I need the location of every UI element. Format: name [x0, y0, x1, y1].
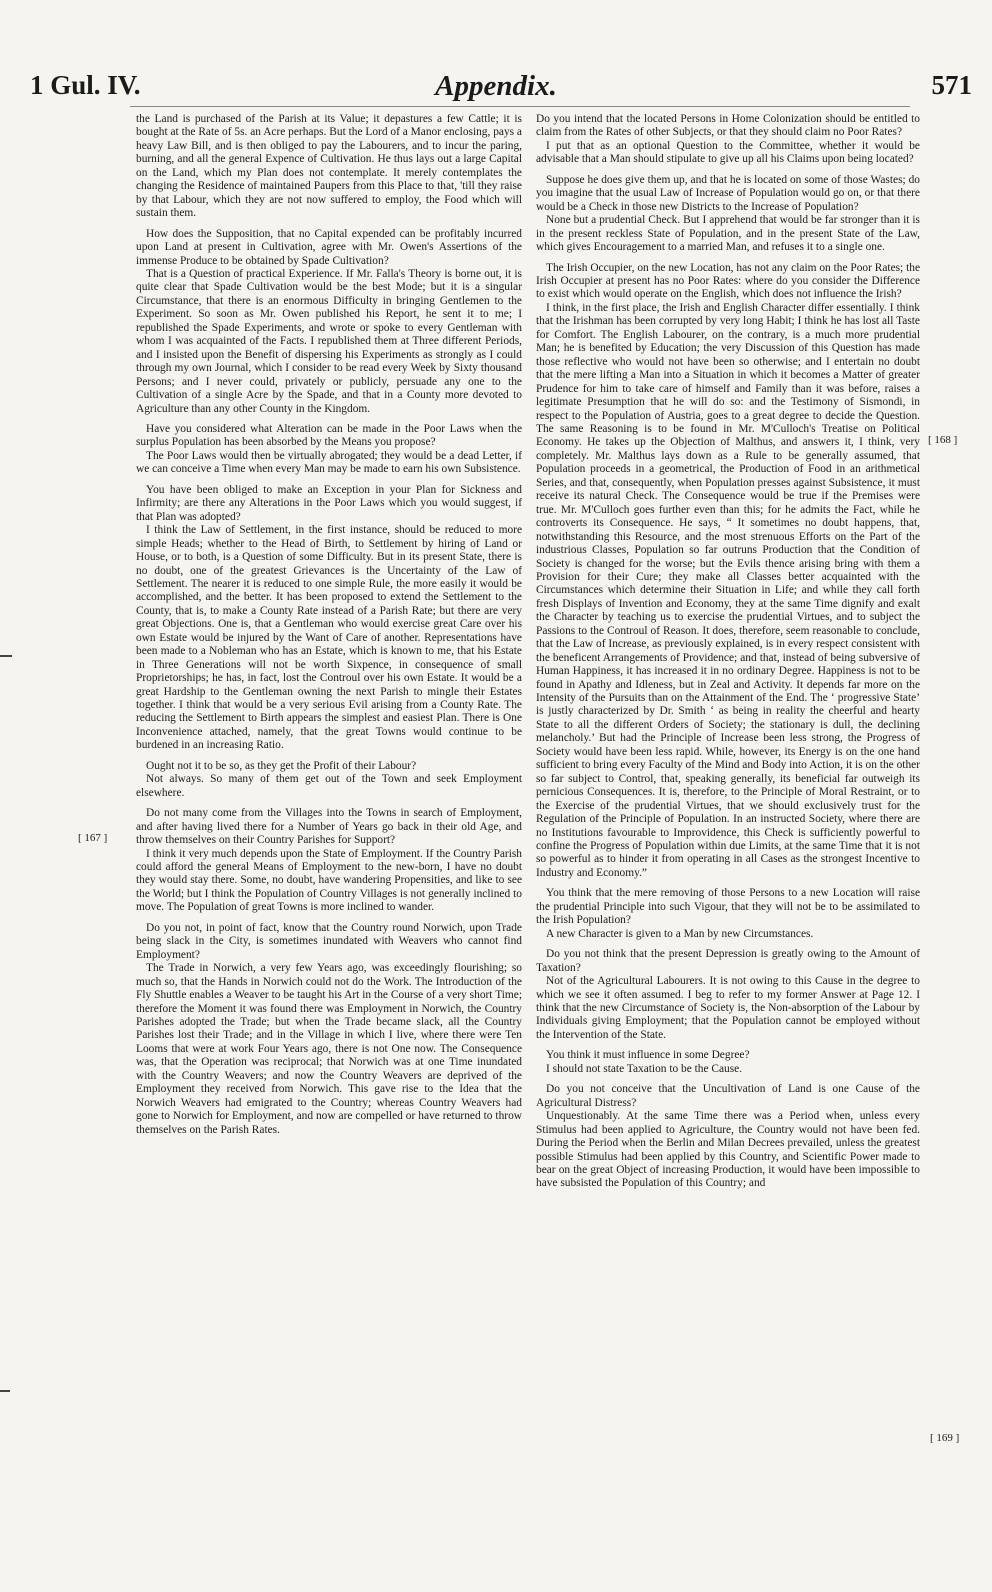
answer: I think the Law of Settlement, in the first instance, should be reduced to more simple Heads; whether to the Head of Birth, to Settlement by hiring of Land or House, or to both, is a Question of some Difficulty. But in its present State, there is no doubt, one of the greatest Grievances is the Uncertainty of the Law of Settlement. The nearer it is reduced to one simple Rule, the more easily it would be accomplished, and the better. It has been proposed to extend the Settlement to the County, that is, to make a County Rate instead of a Parish Rate; but there are very great Objections. One is, that a Gentleman who would exercise great Care over his own Estate would be injured by the Want of Care of another. Representations have been made to a Nobleman who has an Estate, which is known to me, that his Estate in Three Generations will not be worth Sixpence, in consequence of small Proprietorships; he has, in fact, lost the Controul over his own Estate. It would be a great Hardship to the Gentleman owning the next Parish to mingle their Estates together. I think that would be a very serious Evil arising from a County Rate. The reducing the Settlement to Birth appears the simplest and easiest Plan. There is One Inconvenience attached, namely, that the great Towns would continue to be burdened in an increasing Ratio. [136, 524, 522, 752]
margin-ref-168: [ 168 ] [928, 434, 958, 446]
answer: I think, in the first place, the Irish and English Character differ essentially. I think that the Irishman has been corrupted by very long Habit; I think he has lost all Taste for Comfort. The English Labourer, on the contrary, is a much more prudential Man; he is benefited by Education; the very Discussion of this Question has made those reflective who would not have been so otherwise; and I entertain no doubt that the mere lifting a Man into a Situation in which it becomes a Matter of greater Prudence for him to take care of himself and Family than it was before, raises a legitimate Presumption that he will do so: and the Testimony of Sismondi, in respect to the Population of Austria, goes to a great degree to decide the Question. The same Reasoning is to be found in Mr. M'Culloch's Treatise on Political Economy. He takes up the Objection of Malthus, and answers it, I think, very completely. Mr. Malthus lays down as a Rule to be generally assumed, that Population proceeds in a geometrical, the Production of Food in an arithmetical Series, and that, consequently, when Population presses against Subsistence, it must receive its natural Check. The Consequence would be true if the Premises were true. Mr. M'Culloch goes further even than this; for he admits the Fact, while he controverts its Consequence. He says, “ It sometimes no doubt happens, that, notwithstanding this Resource, and the most strenuous Efforts on the Part of the industrious Classes, Population so far outruns Production that the Condition of Society is changed for the worse; but the Evils thence arising bring with them a Provision for their Cure; they make all Classes better acquainted with the Circumstances which determine their Situation in Life; and while they call forth fresh Displays of Invention and Economy, they at the same Time dignify and exalt the Character by teaching us to exercise the prudential Virtues, and to subject the Passions to the Controul of Reason. It does, therefore, seem reasonable to conclude, that the Law of Increase, as previously explained, is in every respect consistent with the beneficent Arrangements of Providence; and that, instead of being subversive of Human Happiness, it has increased it in no ordinary Degree. Happiness is not to be found in Apathy and Idleness, but in Zeal and Activity. It depends far more on the Intensity of the Pursuits than on the Attainment of the End. The ‘ progressive State’ is justly characterized by Dr. Smith ‘ as being in reality the cheerful and hearty State to all the different Orders of Society; the stationary is dull, the declining melancholy.’ But had the Principle of Increase been less strong, the Progress of Society would have been less rapid. While, however, its Energy is on the one hand sufficient to bring every Faculty of the Mind and Body into Action, it is on the other so far subject to Control, that, speaking generally, its beneficial far outweigh its pernicious Consequences. It is, therefore, to the Principle of Moral Restraint, or to the Exercise of the prudential Virtues, that we should exclusively trust for the Regulation of the Principle of Population. In an instructed Society, where there are no Institutions favourable to Improvidence, this Check is sufficiently powerful to confine the Progress of Population within due Limits, at the same Time that it is not so powerful as to hinder it from operating in all Cases as the strongest Incentive to Industry and Economy.” [536, 301, 920, 879]
page-header [0, 70, 992, 110]
right-column [536, 113, 920, 1191]
question: How does the Supposition, that no Capital expended can be profitably incurred upon Land at present in Cultivation, agree with Mr. Owen's Assertions of the immense Produce to be obtained by Spade Cultivation? [136, 227, 522, 267]
question: Suppose he does give them up, and that he is located on some of those Wastes; do you imagine that the usual Law of Increase of Population would go on, or that there would be a Check in those new Districts to the Increase of Population? [536, 173, 920, 213]
header-page-number: 571 [931, 70, 972, 100]
question: The Irish Occupier, on the new Location, has not any claim on the Poor Rates; the Irish Occupier at present has no Poor Rates: where do you consider the Difference to exist which would operate on the English, which does not influence the Irish? [536, 261, 920, 301]
question: You have been obliged to make an Exception in your Plan for Sickness and Infirmity; are there any Alterations in the Poor Laws which you would suggest, if that Plan was adopted? [136, 483, 522, 523]
answer: A new Character is given to a Man by new Circumstances. [546, 927, 814, 940]
answer: I put that as an optional Question to the Committee, whether it would be advisable that a Man should stipulate to give up all his Claims upon being located? [536, 139, 920, 166]
header-rule [130, 106, 910, 107]
answer: That is a Question of practical Experience. If Mr. Falla's Theory is borne out, it is quite clear that Spade Cultivation would be the best Mode; but it is a singular Circumstance, that there is an enormous Difficulty in bringing Gentlemen to the Experiment. So soon as Mr. Owen published his Report, he sent it to me; I republished the Spade Experiments, and wrote or spoke to every Gentleman with whom I was acquainted of the Facts. I republished them at Three different Periods, and I insisted upon the Benefit of dispersing his Experiments as strongly as I could through my own Journal, which I consider to be read every Week by Sixty thousand Persons; and I never could, privately or publicly, persuade any one to the Cultivation of a single Acre by the Spade, and that in a County more devoted to Agriculture than any other County in the Kingdom. [136, 267, 522, 415]
question: Have you considered what Alteration can be made in the Poor Laws when the surplus Population has been absorbed by the Means you propose? [136, 422, 522, 449]
question: Do you not, in point of fact, know that the Country round Norwich, upon Trade being slack in the City, is sometimes inundated with Weavers who cannot find Employment? [136, 921, 522, 961]
paragraph: the Land is purchased of the Parish at its Value; it depastures a few Cattle; it is bought at the Rate of 5s. an Acre perhaps. But the Lord of a Manor enclosing, pays a heavy Law Bill, and is then obliged to pay the Labourers, and to incur the paring, burning, and all the general Expence of Cultivation. He thus lays out a large Capital on the Land, which my Plan does not contemplate. It merely contemplates the changing the Residence of maintained Paupers from this Place to that, 'till they raise by that Labour, which they are not now suffered to employ, the Food which will sustain them. [136, 113, 522, 220]
header-regnal-year: 1 Gul. IV. [30, 70, 141, 100]
question: Do you not conceive that the Uncultivation of Land is one Cause of the Agricultural Distress? [536, 1083, 920, 1109]
margin-ref-169: [ 169 ] [930, 1432, 960, 1444]
question: Ought not it to be so, as they get the Profit of their Labour? [146, 759, 417, 772]
left-column [136, 113, 522, 1137]
question: You think that the mere removing of those Persons to a new Location will raise the prudential Principle into such Vigour, that they will not be to be assimilated to the Irish Population? [536, 887, 920, 927]
answer: None but a prudential Check. But I apprehend that would be far stronger than it is in the present reckless State of Population, and in the present State of the Law, which gives Encouragement to a married Man, and refuses it to a single one. [536, 214, 920, 254]
answer: I should not state Taxation to be the Cause. [546, 1062, 743, 1075]
question: You think it must influence in some Degree? [546, 1049, 750, 1062]
answer: The Poor Laws would then be virtually abrogated; they would be a dead Letter, if we can conceive a Time when every Man may be made to earn his own Subsistence. [136, 449, 522, 476]
question: Do you intend that the located Persons in Home Colonization should be entitled to claim from the Rates of other Subjects, or that they should claim no Poor Rates? [536, 113, 920, 139]
answer: Not of the Agricultural Labourers. It is not owing to this Cause in the degree to which we see it often assumed. I beg to refer to my former Answer at Page 12. I think that the new Circumstance of Society is, the Non-absorption of the Labour by Individuals giving Employment; that the Population cannot be employed without the Intervention of the State. [536, 975, 920, 1041]
header-title: Appendix. [435, 70, 557, 102]
answer: Not always. So many of them get out of the Town and seek Employment elsewhere. [136, 773, 522, 799]
margin-mark [0, 655, 12, 657]
answer: I think it very much depends upon the State of Employment. If the Country Parish could afford the general Means of Employment to the new-born, I have no doubt they would stay there. Some, no doubt, have wandering Propensities, and like to see the World; but I think the Population of Country Villages is not generally inclined to move. The Population of great Towns is more inclined to wander. [136, 847, 522, 914]
answer: The Trade in Norwich, a very few Years ago, was exceedingly flourishing; so much so, that the Hands in Norwich could not do the Work. The Introduction of the Fly Shuttle enables a Weaver to be taught his Art in the Course of a very short Time; therefore the Moment it was found there was Employment in Norwich, the Country Parishes adopted the Trade; but when the Trade became slack, all the Country Parishes lost their Trade; and in the Village in which I live, where there were Ten Looms that were at work Four Years ago, there is not One now. The Consequence was, that the Operation was reciprocal; that Norwich was at one Time inundated with the Country Weavers; and now the Country Weavers are deprived of the Employment they received from Norwich. This gave rise to the Idea that the Norwich Weavers had emigrated to the Country; whereas Country Weavers had gone to Norwich for Employment, and now are compelled or have returned to throw themselves on the Parish Rates. [136, 962, 522, 1136]
question: Do you not think that the present Depression is greatly owing to the Amount of Taxation? [536, 948, 920, 974]
margin-ref-167: [ 167 ] [78, 832, 108, 844]
question: Do not many come from the Villages into the Towns in search of Employment, and after having lived there for a Number of Years go back in their old Age, and throw themselves on their Country Parishes for Support? [136, 807, 522, 847]
answer: Unquestionably. At the same Time there was a Period when, unless every Stimulus had been applied to Agriculture, the Country would not have been fed. During the Period when the Berlin and Milan Decrees prevailed, unless the greatest possible Stimulus had been applied by this Country, and Scientific Power made to bear on the great Object of increasing Production, it would have been impossible to have subsisted the Population of this Country; and [536, 1110, 920, 1190]
margin-mark [0, 1390, 10, 1392]
